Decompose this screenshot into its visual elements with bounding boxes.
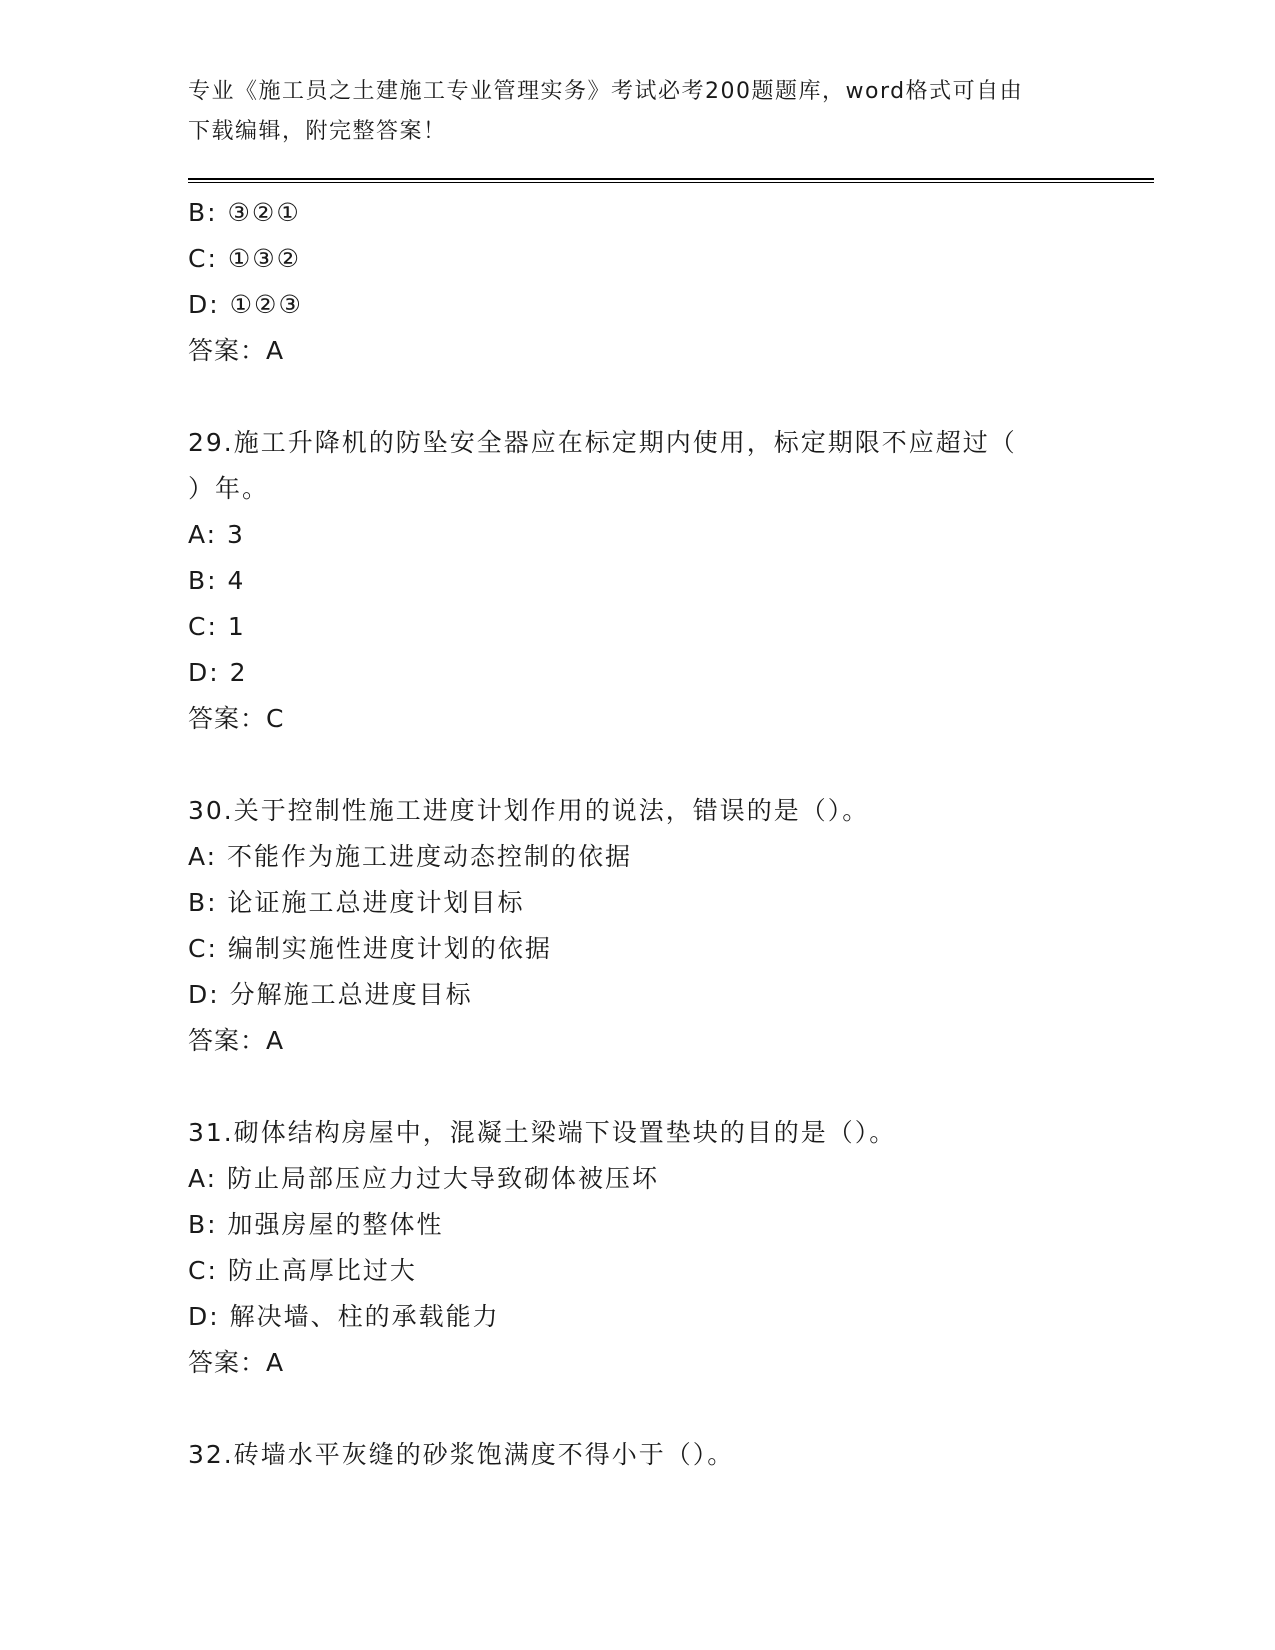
option-d: D: ①②③ <box>188 290 303 319</box>
header-divider-thick <box>188 178 1154 180</box>
option-b: B: 4 <box>188 566 246 595</box>
question-31 <box>188 1110 1088 1386</box>
document-header <box>188 72 1068 152</box>
question-text-line-2: ）年。 <box>188 474 270 503</box>
option-d: D: 分解施工总进度目标 <box>188 980 473 1009</box>
header-line-1: 专业《施工员之土建施工专业管理实务》考试必考200题题库，word格式可自由 <box>188 79 1024 104</box>
option-b: B: 加强房屋的整体性 <box>188 1210 444 1239</box>
question-list <box>188 190 1088 1478</box>
question-32 <box>188 1432 1088 1478</box>
question-text: 31.砌体结构房屋中，混凝土梁端下设置垫块的目的是（）。 <box>188 1118 897 1147</box>
question-text-line-1: 29.施工升降机的防坠安全器应在标定期内使用，标定期限不应超过（ <box>188 428 1017 457</box>
option-c: C: 编制实施性进度计划的依据 <box>188 934 552 963</box>
answer: 答案：C <box>188 704 285 733</box>
answer: 答案：A <box>188 1026 285 1055</box>
question-29 <box>188 420 1088 742</box>
option-a: A: 3 <box>188 520 245 549</box>
option-b: B: ③②① <box>188 198 301 227</box>
question-text: 32.砖墙水平灰缝的砂浆饱满度不得小于（）。 <box>188 1440 735 1469</box>
option-c: C: 防止高厚比过大 <box>188 1256 417 1285</box>
header-line-2: 下载编辑，附完整答案！ <box>188 119 447 144</box>
option-d: D: 2 <box>188 658 248 687</box>
header-divider-thin <box>188 182 1154 183</box>
option-a: A: 防止局部压应力过大导致砌体被压坏 <box>188 1164 660 1193</box>
question-text: 30.关于控制性施工进度计划作用的说法，错误的是（）。 <box>188 796 870 825</box>
option-c: C: ①③② <box>188 244 302 273</box>
option-a: A: 不能作为施工进度动态控制的依据 <box>188 842 633 871</box>
option-d: D: 解决墙、柱的承载能力 <box>188 1302 500 1331</box>
option-b: B: 论证施工总进度计划目标 <box>188 888 525 917</box>
answer: 答案：A <box>188 336 285 365</box>
question-28-tail <box>188 190 1088 374</box>
option-c: C: 1 <box>188 612 246 641</box>
answer: 答案：A <box>188 1348 285 1377</box>
question-30 <box>188 788 1088 1064</box>
